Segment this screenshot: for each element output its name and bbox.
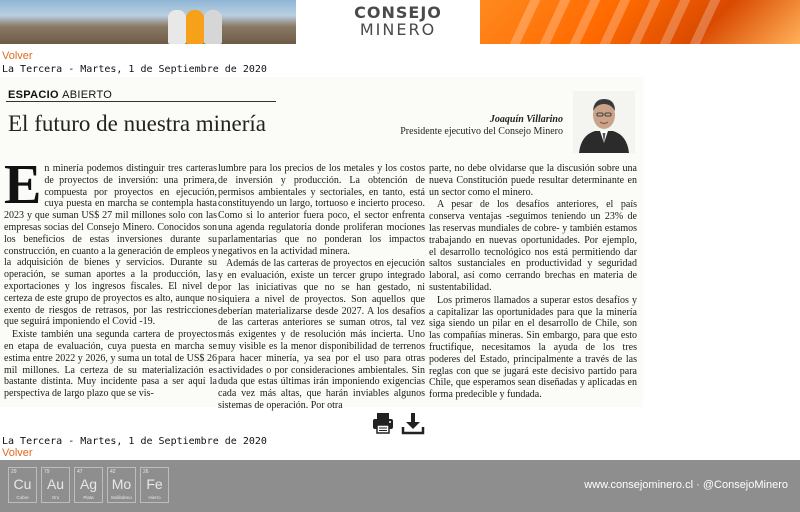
section-tag [8,89,112,101]
element-name: Hierro [148,495,161,500]
element-symbol: Au [46,476,65,492]
printer-icon[interactable] [371,411,395,435]
paragraph: Además de las carteras de proyectos en ejecución y en evaluación, existe un tercer grupo integrado por las iniciativas que no se han gestado, ni siquiera a nivel de proyectos. Son aquellos que deberían materializarse desde 2027. A los desafíos de las carteras anteriores se suman otros, tal vez más exigentes y de resolución más incierta. Uno muy visible es la menor disponibilidad de terrenos para hacer minería, ya sea por el uso para otras actividades o por consideraciones ambientales. Sin duda que estas últimas irán imponiendo exigencias cada vez más altas, que harán inviables algunos sistemas de operación. Por otra [218,258,425,411]
section-tag-rest: ABIERTO [62,89,113,101]
element-number: 79 [44,469,50,475]
element-tile-iron [140,467,169,503]
element-name: Plata [83,495,94,500]
paragraph: A pesar de los desafíos anteriores, el país conserva ventajas -seguimos teniendo un 23% de las reservas mundiales de cobre- y también estamos trabajando en nuevas oportunidades. Por ejemplo, el desarrollo tecnológico nos está permitiendo dar saltos sustanciales en productividad y seguridad laboral, así como cerrando brechas en materia de sustentabilidad. [429,199,637,293]
article-column-2 [218,163,425,412]
element-name: Oro [51,495,60,500]
element-number: 42 [110,469,116,475]
website-link[interactable]: www.consejominero.cl [584,479,694,491]
source-caption-top: La Tercera - Martes, 1 de Septiembre de 2020 [2,64,267,75]
element-number: 26 [143,469,149,475]
section-divider [6,101,276,102]
element-name: Molibdeno [111,495,132,500]
paragraph: lumbre para los precios de los metales y los costos de inversión y producción. La obtención de permisos ambientales y sectoriales, en tanto, está constituyendo un largo, tortuoso e incierto proceso. Como si lo anterior fuera poco, el sector enfrenta una agenda regulatoria donde proliferan mociones parlamentarias que no ponderan los impactos negativos en la actividad minera. [218,163,425,257]
article-clipping [0,77,643,411]
element-symbol: Ag [79,476,98,492]
footer-links [584,479,788,491]
twitter-link[interactable]: @ConsejoMinero [702,479,788,491]
footer-separator: · [696,479,700,491]
article-column-3 [429,163,637,401]
element-number: 47 [77,469,83,475]
article-column-1 [4,154,217,400]
header-photo-workers [0,0,296,44]
article-headline: El futuro de nuestra minería [8,111,267,136]
paragraph: parte, no debe olvidarse que la discusión sobre una nueva Constitución puede resultar determinante en un sector como el minero. [429,163,637,198]
paragraph: Existe también una segunda cartera de proyectos en etapa de evaluación, cuya puesta en marcha se estima entre 2022 y 2026, y suma un total de US$ 26 mil millones. La certeza de su materialización es bastante distinta. Muy incidente pasa a ser aquí la perspectiva de largo plazo que se vis- [4,329,217,400]
element-symbol: Cu [13,476,32,492]
element-tile-silver [74,467,103,503]
element-tile-molybdenum [107,467,136,503]
author-block [400,114,563,137]
site-header [0,0,800,46]
site-footer [0,460,800,512]
source-caption-bottom: La Tercera - Martes, 1 de Septiembre de 2020 [2,436,267,447]
back-link-bottom[interactable]: Volver [2,447,33,459]
element-symbol: Fe [146,476,163,492]
header-photo-copper [480,0,800,44]
paragraph: n minería podemos distinguir tres carteras de proyectos de inversión: una primera, compuesta por proyectos en ejecución, cuya puesta en marcha se contempla hasta 2023 y que suman US$ 27 mil millones solo con las empresas socias del Consejo Minero. Conocidos son los beneficios de estas inversiones durante su construcción, en cuanto a la generación de empleos y la adquisición de bienes y servicios. Durante su operación, se suman aportes a la producción, las exportaciones y los ingresos fiscales. El nivel de certeza de este grupo de proyectos es alto, aunque no exento de riesgos de retrasos, por las restricciones que seguirá imponiendo el Covid -19. [4,163,217,328]
author-portrait [573,91,635,153]
element-symbol: Mo [111,476,132,492]
element-name: Cobre [16,495,29,500]
element-tile-gold [41,467,70,503]
logo-line2: MINERO [359,20,437,39]
consejo-minero-logo[interactable] [330,3,466,43]
paragraph: Los primeros llamados a superar estos desafíos y a capitalizar las oportunidades para que la minería siga siendo un pilar en el desarrollo de Chile, son las compañías mineras. Sin embargo, para que esto fructifique, necesitamos la ayuda de los tres poderes del Estado, principalmente a través de las reglas con que se jugará este decisivo partido para Chile, que esperamos sean diseñadas y aplicadas en forma predecible y fundada. [429,294,637,401]
author-role: Presidente ejecutivo del Consejo Minero [400,126,563,137]
download-icon[interactable] [401,411,425,435]
element-tile-copper [8,467,37,503]
drop-cap: E [4,154,42,216]
logo-line1: CONSEJO [354,3,442,22]
section-tag-bold: ESPACIO [8,89,59,101]
author-name: Joaquín Villarino [489,114,563,125]
back-link-top[interactable]: Volver [2,50,33,62]
element-number: 29 [11,469,17,475]
